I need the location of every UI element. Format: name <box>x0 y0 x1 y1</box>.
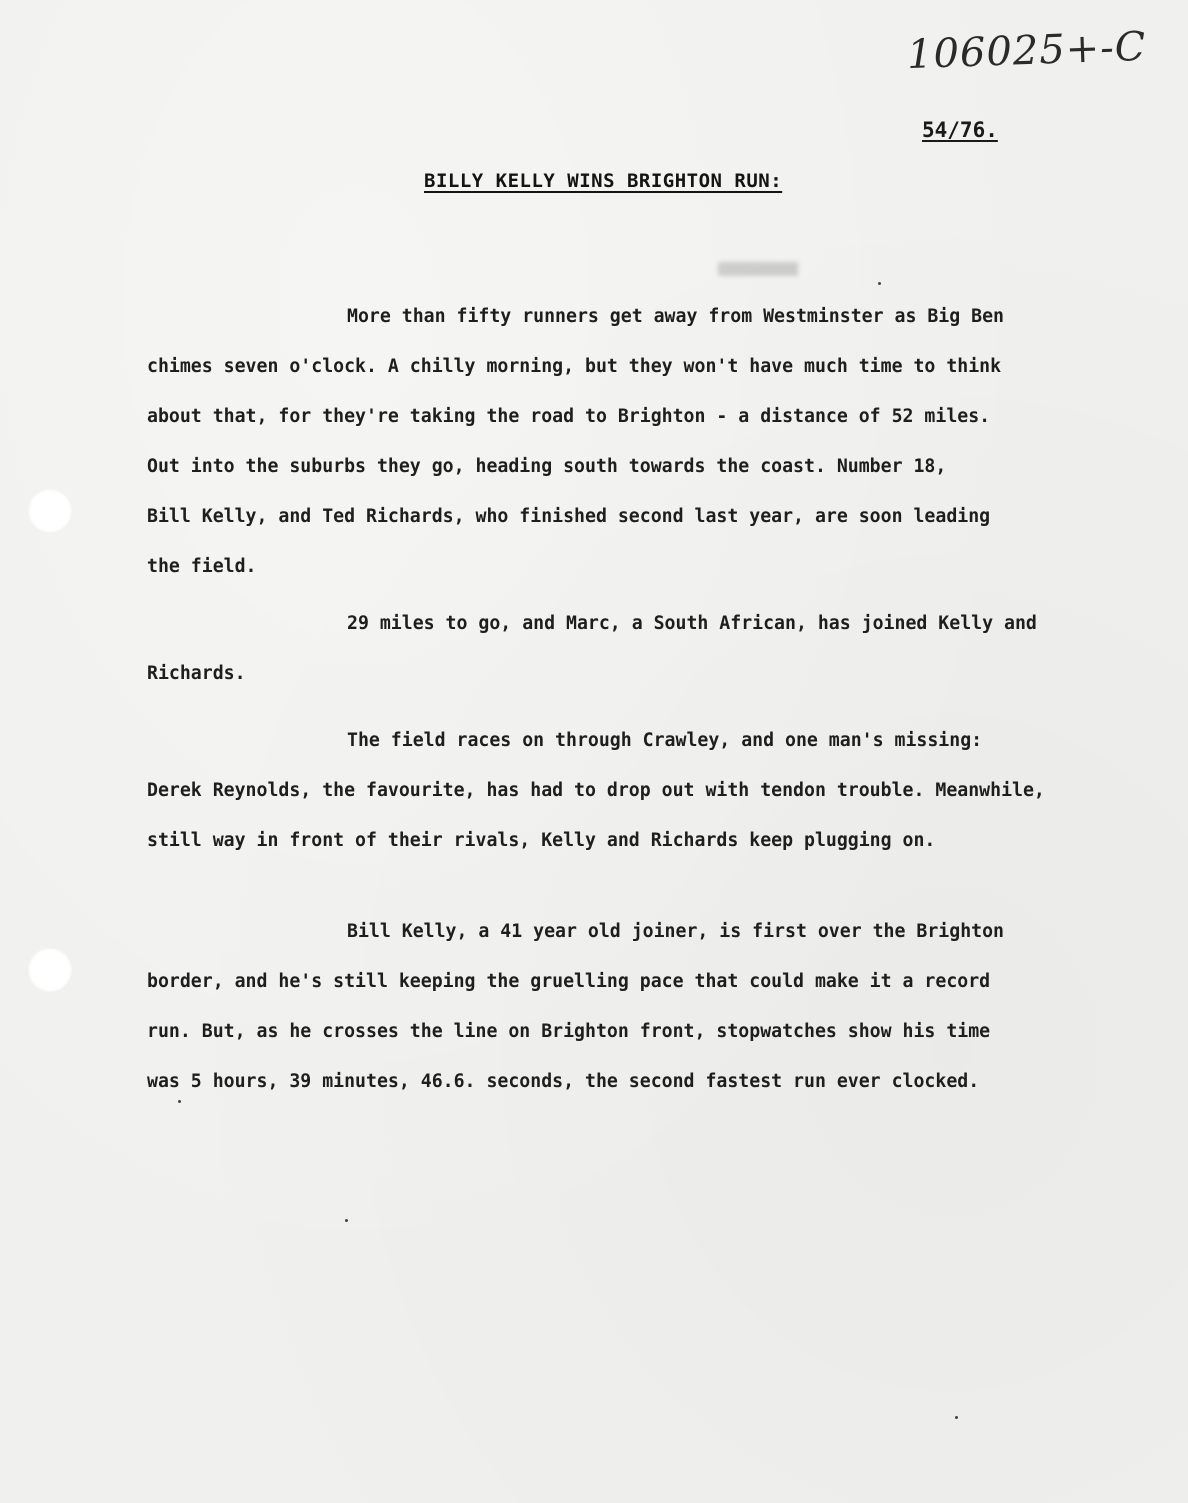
paragraph-line: More than fifty runners get away from Westminster as Big Ben <box>347 306 1004 327</box>
paragraph-line: The field races on through Crawley, and one man's missing: <box>347 730 983 751</box>
speck <box>955 1416 958 1419</box>
speck <box>178 1100 181 1103</box>
document-title: BILLY KELLY WINS BRIGHTON RUN: <box>424 170 783 192</box>
paragraph-line: still way in front of their rivals, Kelly and Richards keep plugging on. <box>147 830 936 851</box>
ink-smudge <box>718 262 798 276</box>
paragraph-2 <box>147 599 1177 699</box>
page-number: 54/76. <box>922 118 998 142</box>
paragraph-4 <box>147 907 1177 1107</box>
paragraph-line: was 5 hours, 39 minutes, 46.6. seconds, the second fastest run ever clocked. <box>147 1071 980 1092</box>
punch-hole-bottom <box>28 948 72 992</box>
paragraph-line: Bill Kelly, and Ted Richards, who finished second last year, are soon leading <box>147 506 991 527</box>
paragraph-1 <box>147 292 1177 592</box>
paragraph-line: chimes seven o'clock. A chilly morning, but they won't have much time to think <box>147 356 1002 377</box>
paragraph-line: Richards. <box>147 663 246 684</box>
paragraph-line: about that, for they're taking the road to Brighton - a distance of 52 miles. <box>147 406 991 427</box>
speck <box>878 282 881 285</box>
paragraph-line: Bill Kelly, a 41 year old joiner, is first over the Brighton <box>347 921 1004 942</box>
paragraph-line: Out into the suburbs they go, heading south towards the coast. Number 18, <box>147 456 947 477</box>
handwritten-archive-id: 106025+-C <box>905 23 1147 79</box>
paragraph-line: run. But, as he crosses the line on Brighton front, stopwatches show his time <box>147 1021 991 1042</box>
paragraph-line: Derek Reynolds, the favourite, has had to drop out with tendon trouble. Meanwhile, <box>147 780 1045 801</box>
paragraph-3 <box>147 716 1177 866</box>
speck <box>345 1219 348 1222</box>
paragraph-line: border, and he's still keeping the gruelling pace that could make it a record <box>147 971 991 992</box>
paragraph-line: the field. <box>147 556 257 577</box>
punch-hole-top <box>28 489 72 533</box>
paragraph-line: 29 miles to go, and Marc, a South African, has joined Kelly and <box>347 613 1037 634</box>
